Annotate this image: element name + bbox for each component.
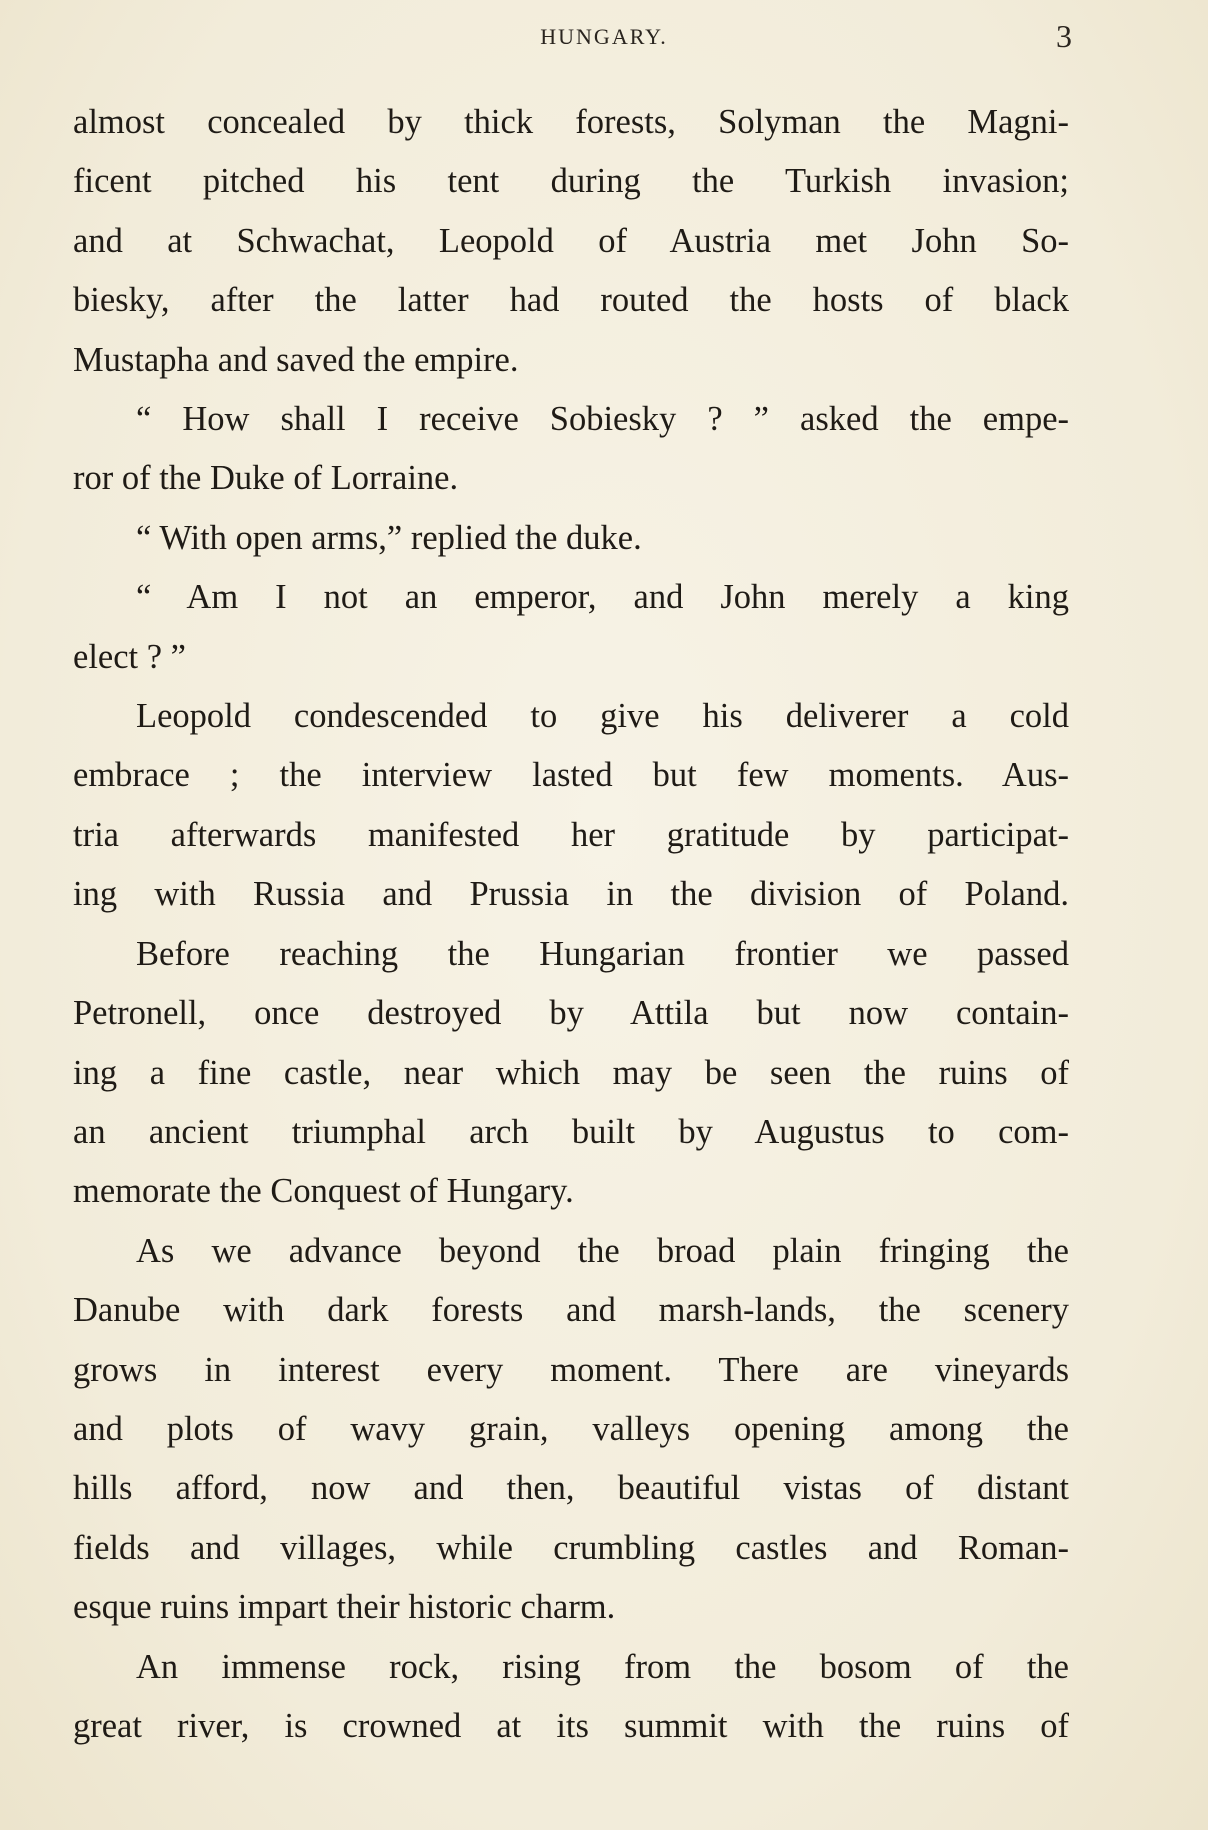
text-line: embrace ; the interview lasted but few moments. Aus- (73, 756, 1069, 795)
text-line: and at Schwachat, Leopold of Austria met John So- (73, 221, 1069, 260)
text-line: “ How shall I receive Sobiesky ? ” asked the empe- (136, 400, 1069, 439)
text-line: ror of the Duke of Lorraine. (73, 459, 459, 498)
text-line: Danube with dark forests and marsh-lands, the scenery (73, 1291, 1069, 1330)
text-line: ing with Russia and Prussia in the division of Poland. (73, 875, 1069, 914)
text-line: ficent pitched his tent during the Turkish invasion; (73, 162, 1069, 201)
text-line: great river, is crowned at its summit with the ruins of (73, 1706, 1069, 1745)
text-line: grows in interest every moment. There are vineyards (73, 1350, 1069, 1389)
text-line: ing a fine castle, near which may be seen the ruins of (73, 1053, 1069, 1092)
text-line: Mustapha and saved the empire. (73, 340, 519, 379)
running-title: HUNGARY. (540, 24, 668, 49)
text-line: elect ? ” (73, 637, 186, 676)
text-line: fields and villages, while crumbling castles and Roman- (73, 1528, 1069, 1567)
text-line: tria afterwards manifested her gratitude by participat- (73, 815, 1069, 854)
text-line: “ With open arms,” replied the duke. (136, 518, 642, 557)
text-line: biesky, after the latter had routed the hosts of black (73, 281, 1069, 320)
text-line: almost concealed by thick forests, Solyman the Magni- (73, 103, 1069, 141)
body-text (73, 93, 1069, 1756)
page-number: 3 (1056, 18, 1072, 54)
text-line: hills afford, now and then, beautiful vistas of distant (73, 1469, 1069, 1508)
text-line: “ Am I not an emperor, and John merely a king (136, 578, 1069, 617)
text-line: Before reaching the Hungarian frontier we passed (136, 934, 1069, 973)
text-line: An immense rock, rising from the bosom of the (136, 1647, 1069, 1686)
text-line: esque ruins impart their historic charm. (73, 1588, 616, 1627)
text-line: As we advance beyond the broad plain fringing the (136, 1231, 1069, 1270)
text-line: and plots of wavy grain, valleys opening among the (73, 1409, 1069, 1448)
text-line: memorate the Conquest of Hungary. (73, 1172, 574, 1211)
text-line: an ancient triumphal arch built by Augustus to com- (73, 1112, 1069, 1151)
running-head (0, 18, 1208, 58)
text-line: Leopold condescended to give his deliverer a cold (136, 697, 1069, 736)
text-line: Petronell, once destroyed by Attila but now contain- (73, 994, 1069, 1033)
